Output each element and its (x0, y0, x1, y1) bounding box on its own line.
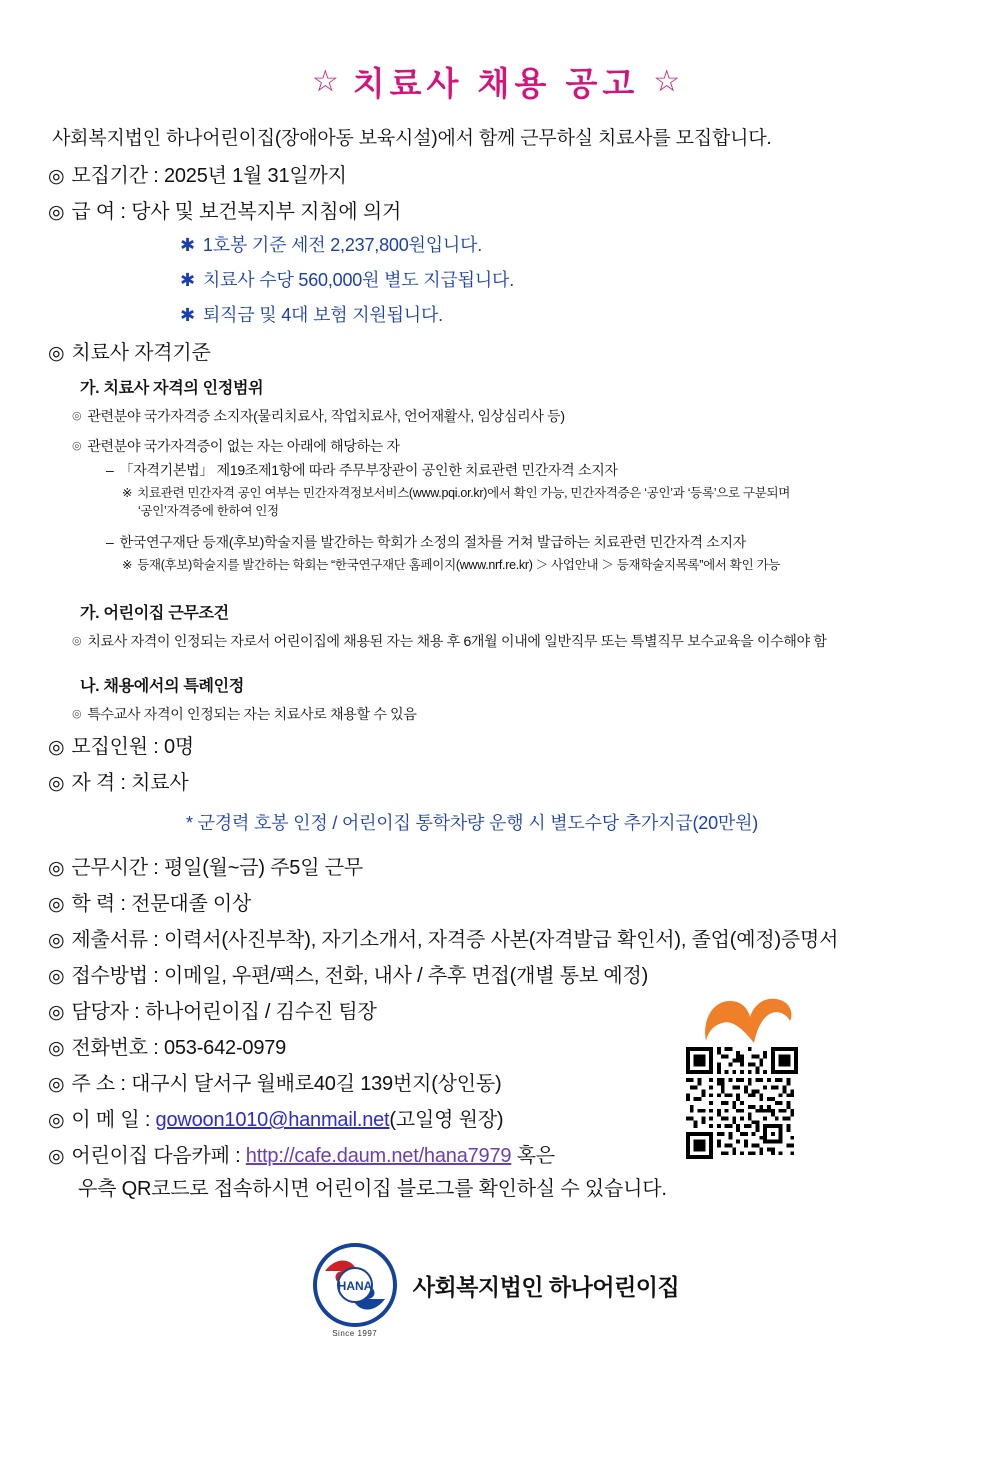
email-sep: : (144, 1109, 151, 1132)
recruit-period-value: 2025년 1월 31일까지 (163, 165, 347, 187)
salary-label: 급 여 (71, 201, 115, 223)
recruit-period-label: 모집기간 (71, 165, 148, 187)
address-value: 대구시 달서구 월배로40길 139번지(상인동) (131, 1073, 502, 1096)
phone-value: 053-642-0979 (163, 1037, 287, 1060)
section-a-heading: 가. 치료사 자격의 인정범위 (80, 380, 264, 397)
email-label: 이 메 일 (71, 1109, 140, 1132)
svg-text:HANA: HANA (337, 1279, 373, 1293)
qualification-value: 치료사 (131, 772, 189, 795)
address-sep: : (120, 1073, 126, 1096)
bullet-icon: ◎ (48, 930, 65, 952)
salary-note-3-text: 퇴직금 및 4대 보험 지원됩니다. (202, 305, 443, 325)
qr-code-image[interactable] (686, 1047, 798, 1159)
field-qualification-standard (48, 336, 992, 365)
field-phone (48, 1031, 992, 1060)
field-apply-method (48, 959, 992, 988)
section-a-item-2-text: 관련분야 국가자격증이 없는 자는 아래에 해당하는 자 (87, 438, 400, 454)
organization-name: 사회복지법인 하나어린이집 (412, 1273, 680, 1300)
field-address (48, 1067, 992, 1096)
bullet-icon: ◎ (48, 166, 65, 187)
section-a-item-1-text: 관련분야 국가자격증 소지자(물리치료사, 작업치료사, 언어재활사, 임상심리사 등) (87, 408, 565, 424)
phone-label: 전화번호 (71, 1037, 148, 1060)
dash-item-2-note-text: 등재(후보)학술지를 발간하는 학회는 “한국연구재단 홈페이지(www.nrf.re.kr) ＞ 사업안내 ＞ 등재학술지목록”에서 확인 가능 (137, 558, 781, 573)
field-headcount (48, 730, 992, 759)
bullet-icon: ◎ (48, 858, 65, 880)
circle-bullet-icon: ◎ (72, 635, 82, 648)
salary-note-3 (180, 301, 992, 327)
bullet-icon: ◎ (48, 1002, 65, 1024)
dash-item-1-note-text-2: ‘공인’자격증에 한하여 인정 (138, 504, 279, 519)
field-qualification (48, 766, 992, 795)
dash-item-1 (106, 460, 992, 480)
education-sep: : (120, 893, 126, 916)
section-a-item-2 (72, 436, 992, 456)
dash-item-1-text: 「자격기본법」 제19조제1항에 따라 주무부장관이 공인한 치료관련 민간자격 소지자 (119, 462, 618, 478)
footer (0, 1243, 992, 1338)
circle-bullet-icon: ◎ (72, 410, 82, 422)
headcount-label: 모집인원 (71, 736, 148, 759)
section-c-item-1-text: 특수교사 자격이 인정되는 자는 치료사로 채용할 수 있음 (87, 706, 417, 723)
education-value: 전문대졸 이상 (131, 893, 252, 916)
job-posting-document (0, 58, 992, 1461)
headcount-sep: : (153, 736, 159, 759)
field-email (48, 1103, 992, 1132)
field-contact-person (48, 995, 992, 1024)
circle-bullet-icon: ◎ (72, 708, 82, 721)
work-hours-sep: : (153, 857, 159, 880)
salary-sep: : (120, 201, 126, 223)
documents-sep: : (153, 929, 159, 952)
work-hours-label: 근무시간 (71, 857, 148, 880)
field-cafe (48, 1139, 992, 1168)
bullet-icon: ◎ (48, 202, 65, 223)
dash-item-2-note (122, 556, 992, 574)
cafe-link[interactable]: http://cafe.daum.net/hana7979 (245, 1145, 512, 1168)
salary-note-2-text: 치료사 수당 560,000원 별도 지급됩니다. (202, 270, 515, 290)
field-education (48, 887, 992, 916)
bullet-icon: ◎ (48, 1038, 65, 1060)
dash-item-1-note-text: 치료관련 민간자격 공인 여부는 민간자격정보서비스(www.pqi.or.kr)에서 확인 가능, 민간자격증은 ‘공인’과 ‘등록’으로 구분되며 (137, 486, 791, 500)
headcount-value: 0명 (163, 736, 194, 759)
bullet-icon: ◎ (48, 773, 65, 795)
bullet-icon: ◎ (48, 343, 65, 364)
asterisk-icon: ※ (122, 558, 133, 573)
documents-value: 이력서(사진부착), 자기소개서, 자격증 사본(자격발급 확인서), 졸업(예정)증명서 (163, 929, 839, 952)
salary-note-1 (180, 231, 992, 257)
section-b-heading: 가. 어린이집 근무조건 (80, 605, 229, 623)
cafe-suffix: 혹은 (516, 1145, 555, 1168)
contact-person-sep: : (134, 1001, 140, 1024)
cafe-label: 어린이집 다음카페 (71, 1145, 230, 1168)
cafe-line-2: 우측 QR코드로 접속하시면 어린이집 블로그를 확인하실 수 있습니다. (78, 1178, 667, 1201)
bullet-icon: ◎ (48, 1074, 65, 1096)
contact-person-label: 담당자 (71, 1001, 129, 1024)
asterisk-icon: ※ (122, 486, 133, 500)
lead-paragraph: 사회복지법인 하나어린이집(장애아동 보육시설)에서 함께 근무하실 치료사를 모집합니다. (52, 128, 772, 149)
address-label: 주 소 (71, 1073, 115, 1096)
field-work-hours (48, 851, 992, 880)
qr-code[interactable] (686, 1047, 798, 1159)
bullet-icon: ◎ (48, 737, 65, 759)
title-text: 치료사 채용 공고 (352, 65, 640, 102)
bullet-icon: ◎ (48, 1110, 65, 1132)
dash-item-1-note (122, 484, 992, 520)
qualification-sep: : (120, 772, 126, 795)
heart-icon (700, 993, 796, 1045)
asterisk-icon: ✱ (180, 235, 195, 255)
phone-sep: : (153, 1037, 159, 1060)
section-b-item-1-text: 치료사 자격이 인정되는 자로서 어린이집에 채용된 자는 채용 후 6개월 이내에 일반직무 또는 특별직무 보수교육을 이수해야 함 (87, 633, 827, 650)
organization-logo-icon (313, 1243, 397, 1338)
star-right-icon: ☆ (653, 65, 681, 98)
dash-item-2-text: 한국연구재단 등재(후보)학술지를 발간하는 학회가 소정의 절차를 거쳐 발급하는 치료관련 민간자격 소지자 (119, 534, 746, 551)
qualification-label: 자 격 (71, 772, 115, 795)
salary-note-1-text: 1호봉 기준 세전 2,237,800원입니다. (202, 235, 483, 255)
field-documents (48, 923, 992, 952)
section-c-heading: 나. 채용에서의 특례인정 (80, 678, 244, 696)
dash-icon: – (106, 534, 114, 551)
circle-bullet-icon: ◎ (72, 440, 82, 452)
field-salary (48, 195, 992, 224)
salary-value: 당사 및 보건복지부 지침에 의거 (131, 201, 402, 223)
asterisk-icon: ✱ (180, 270, 195, 290)
work-hours-value: 평일(월~금) 주5일 근무 (163, 857, 363, 880)
education-label: 학 력 (71, 893, 115, 916)
star-left-icon: ☆ (311, 65, 339, 98)
section-a-item-1 (72, 406, 992, 426)
cafe-sep: : (235, 1145, 241, 1168)
dash-icon: – (106, 462, 114, 478)
asterisk-icon: ✱ (180, 305, 195, 325)
email-link[interactable]: gowoon1010@hanmail.net (155, 1109, 390, 1132)
salary-note-2 (180, 266, 992, 292)
bullet-icon: ◎ (48, 894, 65, 916)
apply-method-sep: : (153, 965, 159, 988)
bullet-icon: ◎ (48, 1146, 65, 1168)
section-c-item-1 (72, 704, 992, 724)
bullet-icon: ◎ (48, 966, 65, 988)
section-b-item-1 (72, 631, 992, 651)
dash-item-2 (106, 532, 992, 552)
contact-person-value: 하나어린이집 / 김수진 팀장 (144, 1001, 377, 1024)
documents-label: 제출서류 (71, 929, 148, 952)
logo-since-text: Since 1997 (332, 1329, 378, 1338)
qualification-standard-heading: 치료사 자격기준 (71, 342, 211, 364)
recruit-period-sep: : (153, 165, 159, 187)
qualification-extra-note: * 군경력 호봉 인정 / 어린이집 통학차량 운행 시 별도수당 추가지급(20만원) (186, 813, 759, 834)
apply-method-label: 접수방법 (71, 965, 148, 988)
apply-method-value: 이메일, 우편/팩스, 전화, 내사 / 추후 면접(개별 통보 예정) (163, 965, 649, 988)
page-title (0, 58, 992, 105)
email-suffix: (고일영 원장) (389, 1109, 504, 1132)
field-recruit-period (48, 159, 992, 188)
